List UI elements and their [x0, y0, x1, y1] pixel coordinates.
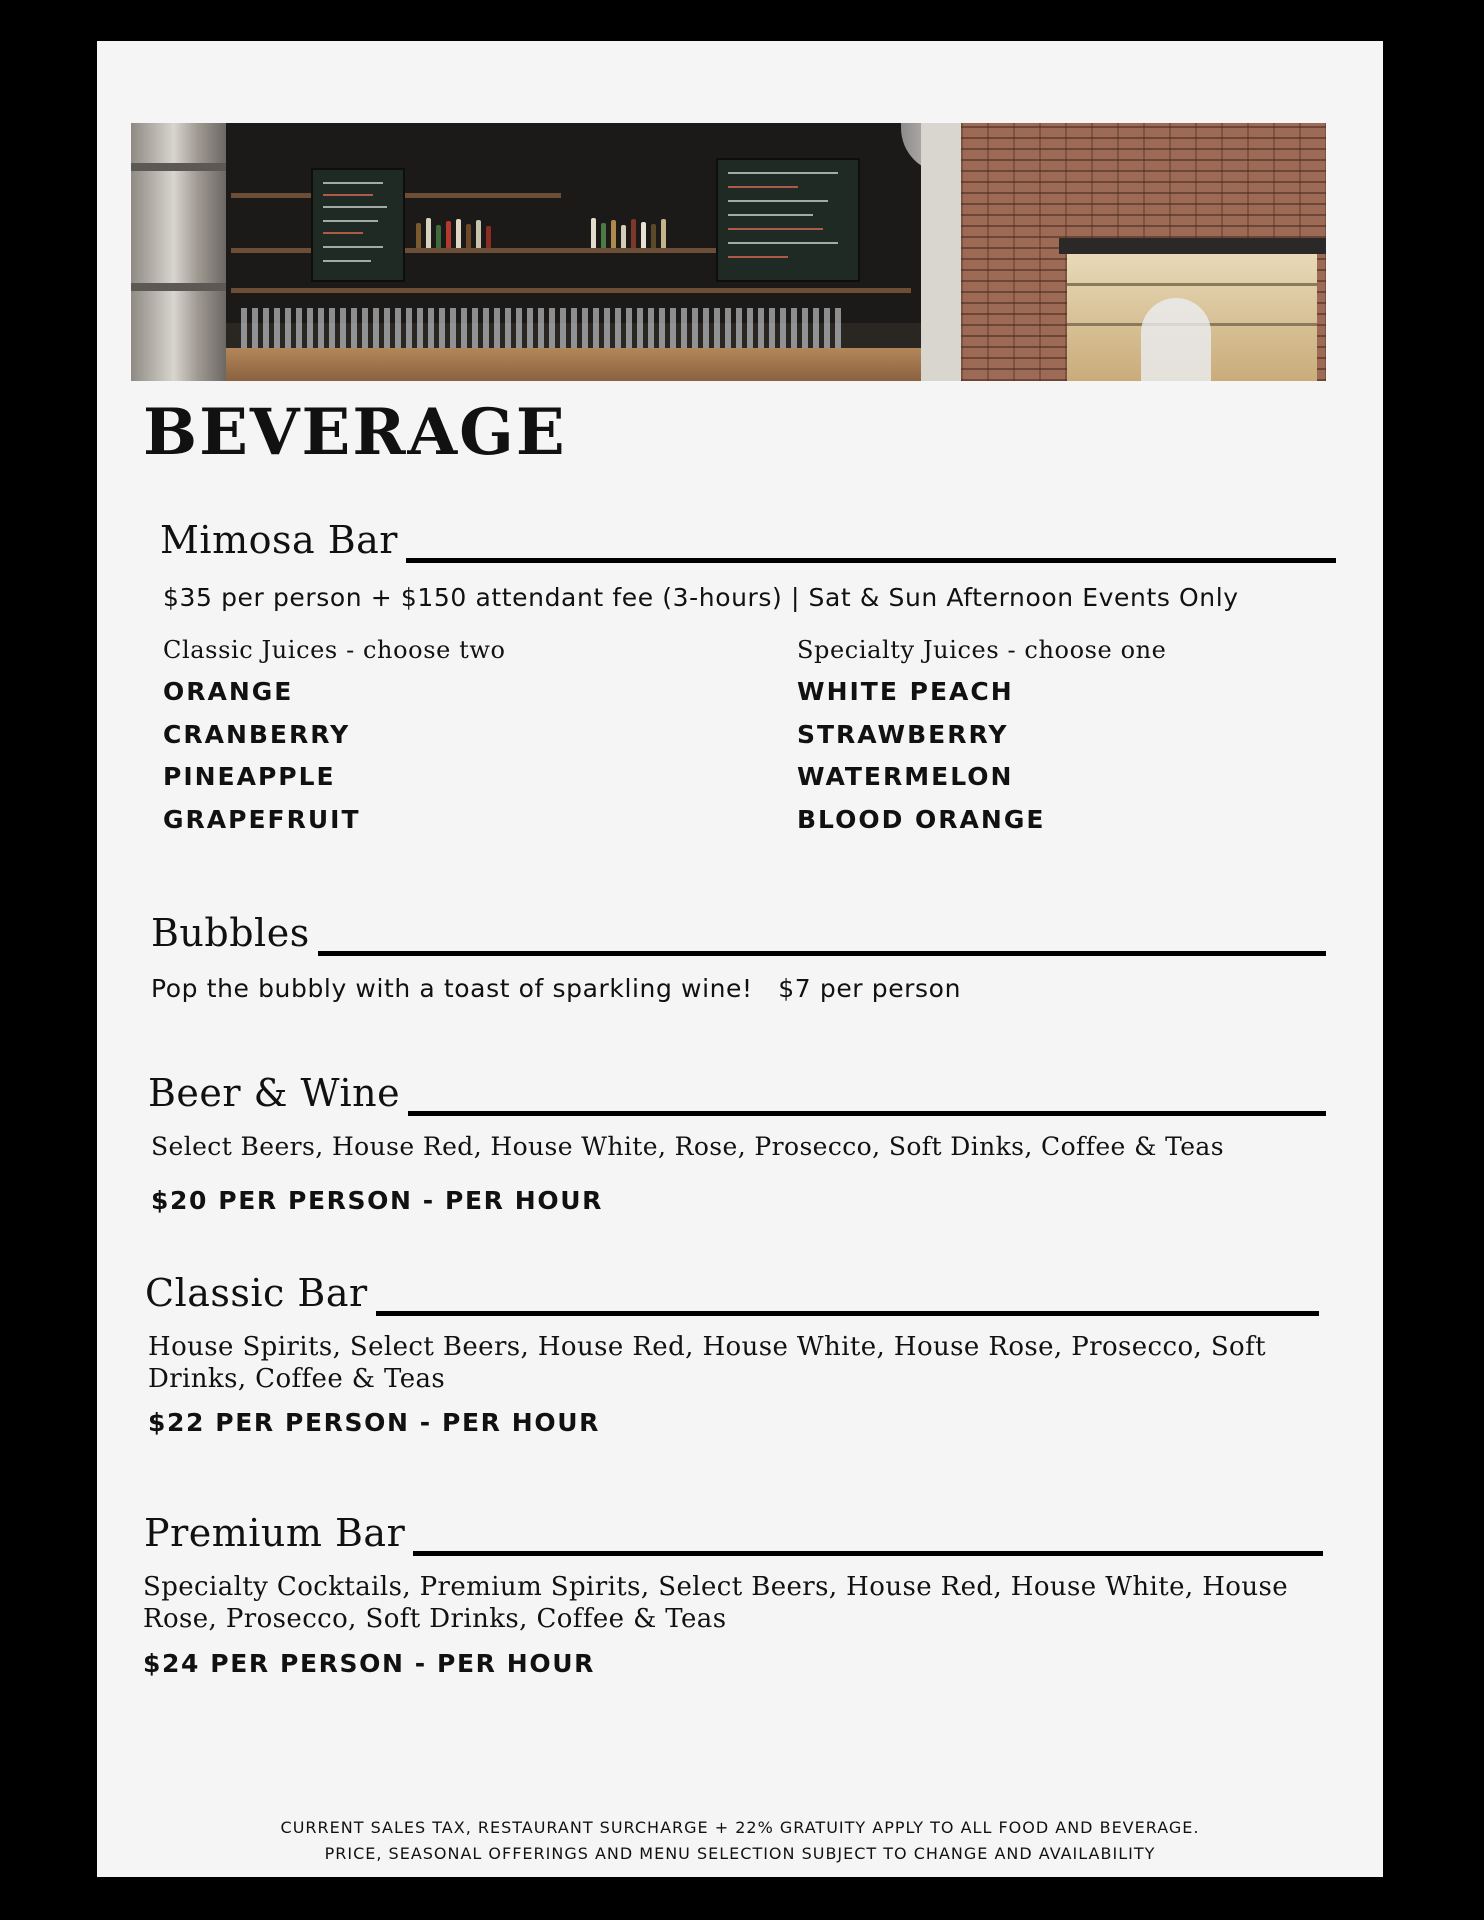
footer-line-1: CURRENT SALES TAX, RESTAURANT SURCHARGE + 22% GRATUITY APPLY TO ALL FOOD AND BEVERAGE. — [280, 1818, 1200, 1837]
beer-wine-price: $20 PER PERSON - PER HOUR — [151, 1186, 603, 1215]
premium-bar-price: $24 PER PERSON - PER HOUR — [143, 1649, 595, 1678]
chalkboard-left — [311, 168, 405, 282]
classic-bar-heading — [145, 1271, 1319, 1315]
section-title: Mimosa Bar — [160, 518, 398, 562]
classic-juices-list — [163, 671, 361, 841]
glassware — [241, 308, 841, 348]
page-title: BEVERAGE — [143, 395, 567, 470]
premium-bar-description: Specialty Cocktails, Premium Spirits, Select Beers, House Red, House White, House Rose, Prosecco, Soft Drinks, Coffee & Teas — [143, 1572, 1289, 1634]
bar-photo — [131, 123, 1326, 381]
classic-bar-description: House Spirits, Select Beers, House Red, House White, House Rose, Prosecco, Soft Drinks, Coffee & Teas — [148, 1332, 1266, 1394]
section-title: Bubbles — [151, 911, 310, 955]
list-item: WATERMELON — [797, 762, 1014, 791]
bubbles-description: Pop the bubbly with a toast of sparkling wine! $7 per person — [151, 974, 962, 1003]
list-item: PINEAPPLE — [163, 762, 336, 791]
heading-rule — [376, 1311, 1319, 1316]
classic-bar-price: $22 PER PERSON - PER HOUR — [148, 1408, 600, 1437]
chef-figure — [1141, 298, 1211, 381]
list-item: STRAWBERRY — [797, 719, 1009, 749]
list-item: ORANGE — [163, 677, 294, 706]
premium-bar-heading — [144, 1511, 1323, 1555]
mimosa-bar-heading — [160, 518, 1336, 562]
specialty-juices-label: Specialty Juices - choose one — [797, 636, 1167, 664]
wall — [921, 123, 961, 381]
bubbles-heading — [151, 911, 1326, 955]
list-item: CRANBERRY — [163, 719, 351, 749]
mimosa-pricing: $35 per person + $150 attendant fee (3-hours) | Sat & Sun Afternoon Events Only — [163, 583, 1239, 612]
kitchen-hood — [1059, 238, 1326, 254]
menu-page — [97, 41, 1383, 1877]
section-title: Premium Bar — [144, 1511, 406, 1555]
pillar — [131, 123, 226, 381]
beer-wine-heading — [148, 1071, 1326, 1115]
beer-wine-description: Select Beers, House Red, House White, Rose, Prosecco, Soft Dinks, Coffee & Teas — [151, 1132, 1224, 1161]
classic-juices-label: Classic Juices - choose two — [163, 636, 506, 664]
heading-rule — [408, 1111, 1326, 1116]
specialty-juices-list — [797, 671, 1045, 841]
bar-counter — [226, 348, 946, 381]
heading-rule — [406, 558, 1336, 563]
footer-line-2: PRICE, SEASONAL OFFERINGS AND MENU SELECTION SUBJECT TO CHANGE AND AVAILABILITY — [324, 1844, 1156, 1863]
list-item: BLOOD ORANGE — [797, 804, 1046, 834]
list-item: WHITE PEACH — [797, 677, 1014, 706]
heading-rule — [413, 1551, 1323, 1556]
heading-rule — [318, 951, 1326, 956]
section-title: Beer & Wine — [148, 1071, 401, 1115]
list-item: GRAPEFRUIT — [163, 804, 361, 834]
chalkboard-right — [716, 158, 860, 282]
section-title: Classic Bar — [145, 1271, 368, 1315]
